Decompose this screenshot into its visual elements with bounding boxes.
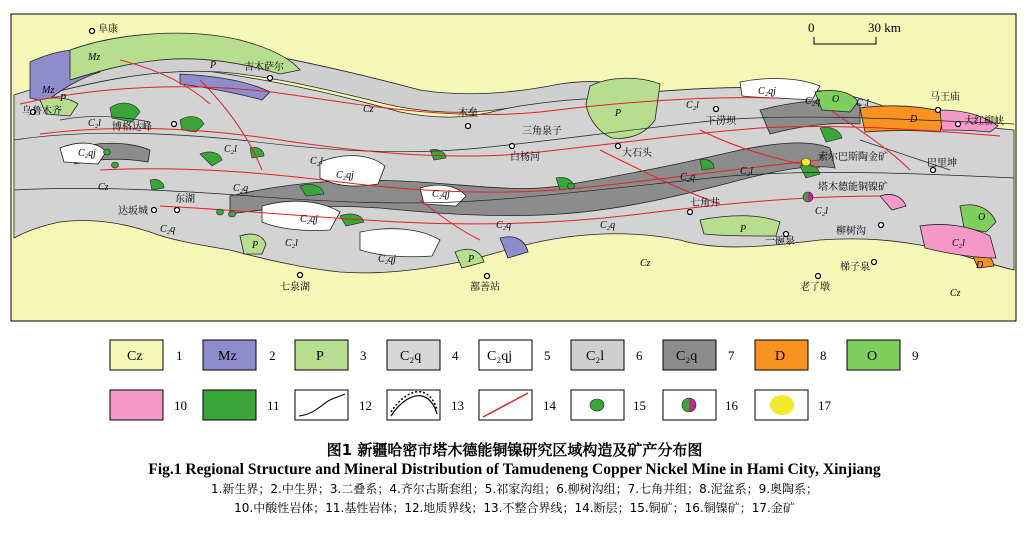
legend-num-4: 4 [452,348,459,363]
legend-label-7: C₂q [676,349,698,364]
unit-label-mz: Mz [88,52,101,63]
legend-num-13: 13 [451,398,464,413]
legend-num-7: 7 [728,348,735,363]
unit-label-c2q-3: C₂q [160,224,176,235]
legend-num-15: 15 [633,398,646,413]
unit-label-c2qj-2: C₂qj [300,214,318,225]
legend-description-line-1: 1.新生界；2.中生界；3.二叠系；4.齐尔古斯套组；5.祁家沟组；6.柳树沟组；7.七角井组；8.泥盆系；9.奥陶系； [210,482,819,496]
unit-label-o-2: O [978,212,986,223]
place-laoliaodun: 老了墩 [800,282,830,293]
place-baiyanghe: 白杨河 [510,152,540,163]
unit-label-c2q-4: C₂q [600,220,616,231]
legend-num-11: 11 [267,398,280,413]
unit-label-p-4: P [252,240,259,251]
legend-label-2: Mz [218,349,237,364]
legend-num-10: 10 [174,398,187,413]
legend [110,340,919,420]
place-tizhiquan: 梯子泉 [840,262,870,273]
unit-label-mz-2: Mz [42,85,55,96]
unit-label-c2q-6: C₂q [805,96,821,107]
legend-num-6: 6 [636,348,643,363]
unit-label-c2l-6: C₂l [740,166,753,177]
legend-num-2: 2 [269,348,276,363]
legend-label-4: C₂q [400,349,422,364]
legend-swatch-11 [203,390,256,420]
legend-label-8: D [775,349,786,364]
legend-label-5: C₂qj [487,349,513,364]
unit-label-cz-2: Cz [98,182,109,193]
caption-english: Fig.1 Regional Structure and Mineral Distribution of Tamudeneng Copper Nickel Mine in Hami City, Xinjiang [148,461,881,478]
unit-label-c2q-1: C₂q [233,183,249,194]
unit-label-d-1: D [910,114,918,125]
legend-num-8: 8 [820,348,827,363]
unit-label-c2qj-3: C₂qj [378,254,396,265]
unit-label-d-2: D [976,260,984,271]
scale-zero: 0 [808,20,815,35]
unit-label-p-5: P [468,254,475,265]
copper-nickel-symbol [682,398,696,412]
legend-label-9: O [867,349,878,364]
unit-label-c2l-5: C₂l [856,98,869,109]
copper-deposit-symbol [590,399,604,411]
unit-label-c2q-2: C₂q [680,172,696,183]
place-dongjiao: 东湖 [175,194,195,205]
gold-deposit [802,158,811,166]
legend-description-line-2: 10.中酸性岩体；11.基性岩体；12.地质界线；13.不整合界线；14.断层；15.铜矿；16.铜镍矿；17.金矿 [234,501,795,515]
figure-caption [0,440,1029,518]
legend-num-1: 1 [176,348,183,363]
place-sanjiaoquanzi: 三角泉子 [522,126,562,137]
unit-label-c2l-9: C₂l [952,238,965,249]
unit-label-c2l-7: C₂l [815,206,828,217]
place-mawangmiao: 马王庙 [930,92,960,103]
place-shanshanzhan: 鄯善站 [470,282,500,293]
place-balikun: 巴里坤 [927,158,957,169]
unit-label-c2l-8: C₂l [285,238,298,249]
place-bogedafeng: 博格达峰 [112,122,152,133]
place-qijiaojing: 七角井 [690,198,720,209]
place-muleng: 木垒 [458,108,478,119]
place-tamudeneng: 塔木德能铜镍矿 [818,182,888,193]
legend-swatch-10 [110,390,163,420]
legend-label-1: Cz [127,349,143,364]
unit-label-p-1: P [210,60,217,71]
legend-num-16: 16 [725,398,738,413]
unit-label-cz-3: Cz [640,258,651,269]
legend-label-6: C₂l [586,349,605,364]
legend-num-14: 14 [543,398,556,413]
gold-deposit-symbol [770,395,794,415]
legend-num-17: 17 [818,398,831,413]
place-suoerbasitao: 索尔巴斯陶金矿 [818,152,888,163]
place-liushugou: 柳树沟 [836,226,866,237]
unit-label-c2qj-1: C₂qj [336,170,354,181]
unit-label-c2l-4: C₂l [686,100,699,111]
legend-label-3: P [316,349,324,364]
legend-num-3: 3 [360,348,367,363]
place-dashitou: 大石头 [622,148,652,159]
unit-label-c2l-3: C₂l [310,156,323,167]
unit-label-cz-4: Cz [950,288,961,299]
unit-label-c2l-2: C₂l [224,144,237,155]
legend-num-9: 9 [912,348,919,363]
unit-label-cz-1: Cz [363,104,374,115]
caption-chinese: 图1 新疆哈密市塔木德能铜镍研究区域构造及矿产分布图 [326,441,703,459]
unit-label-c2qj-6: C₂qj [432,189,450,200]
unit-label-c2q-5: C₂q [496,220,512,231]
scale-distance: 30 km [868,20,901,35]
place-dahongliuxia: 大红柳峡 [964,116,1004,127]
place-xialaoba: 下涝坝 [706,116,736,127]
unit-label-c2qj-5: C₂qj [78,148,96,159]
unit-label-c2qj-4: C₂qj [758,86,776,97]
legend-swatch-13 [387,390,440,420]
unit-label-p-2: P [615,108,622,119]
place-dabancheng: 达坂城 [118,206,148,217]
place-wulumuqi: 乌鲁木齐 [22,106,62,117]
place-fukang: 阜康 [98,24,118,35]
place-yiwanquan: 一碗泉 [765,236,795,247]
unit-label-o-1: O [832,94,840,105]
place-qiquanhu: 七泉湖 [280,282,310,293]
unit-label-p-3: P [740,224,747,235]
legend-num-12: 12 [359,398,372,413]
place-jimusaer: 吉木萨尔 [244,62,284,73]
legend-num-5: 5 [544,348,551,363]
copper-nickel-deposit [803,192,813,202]
unit-label-p-6: P [60,93,67,104]
unit-label-c2l-1: C₂l [88,118,101,129]
